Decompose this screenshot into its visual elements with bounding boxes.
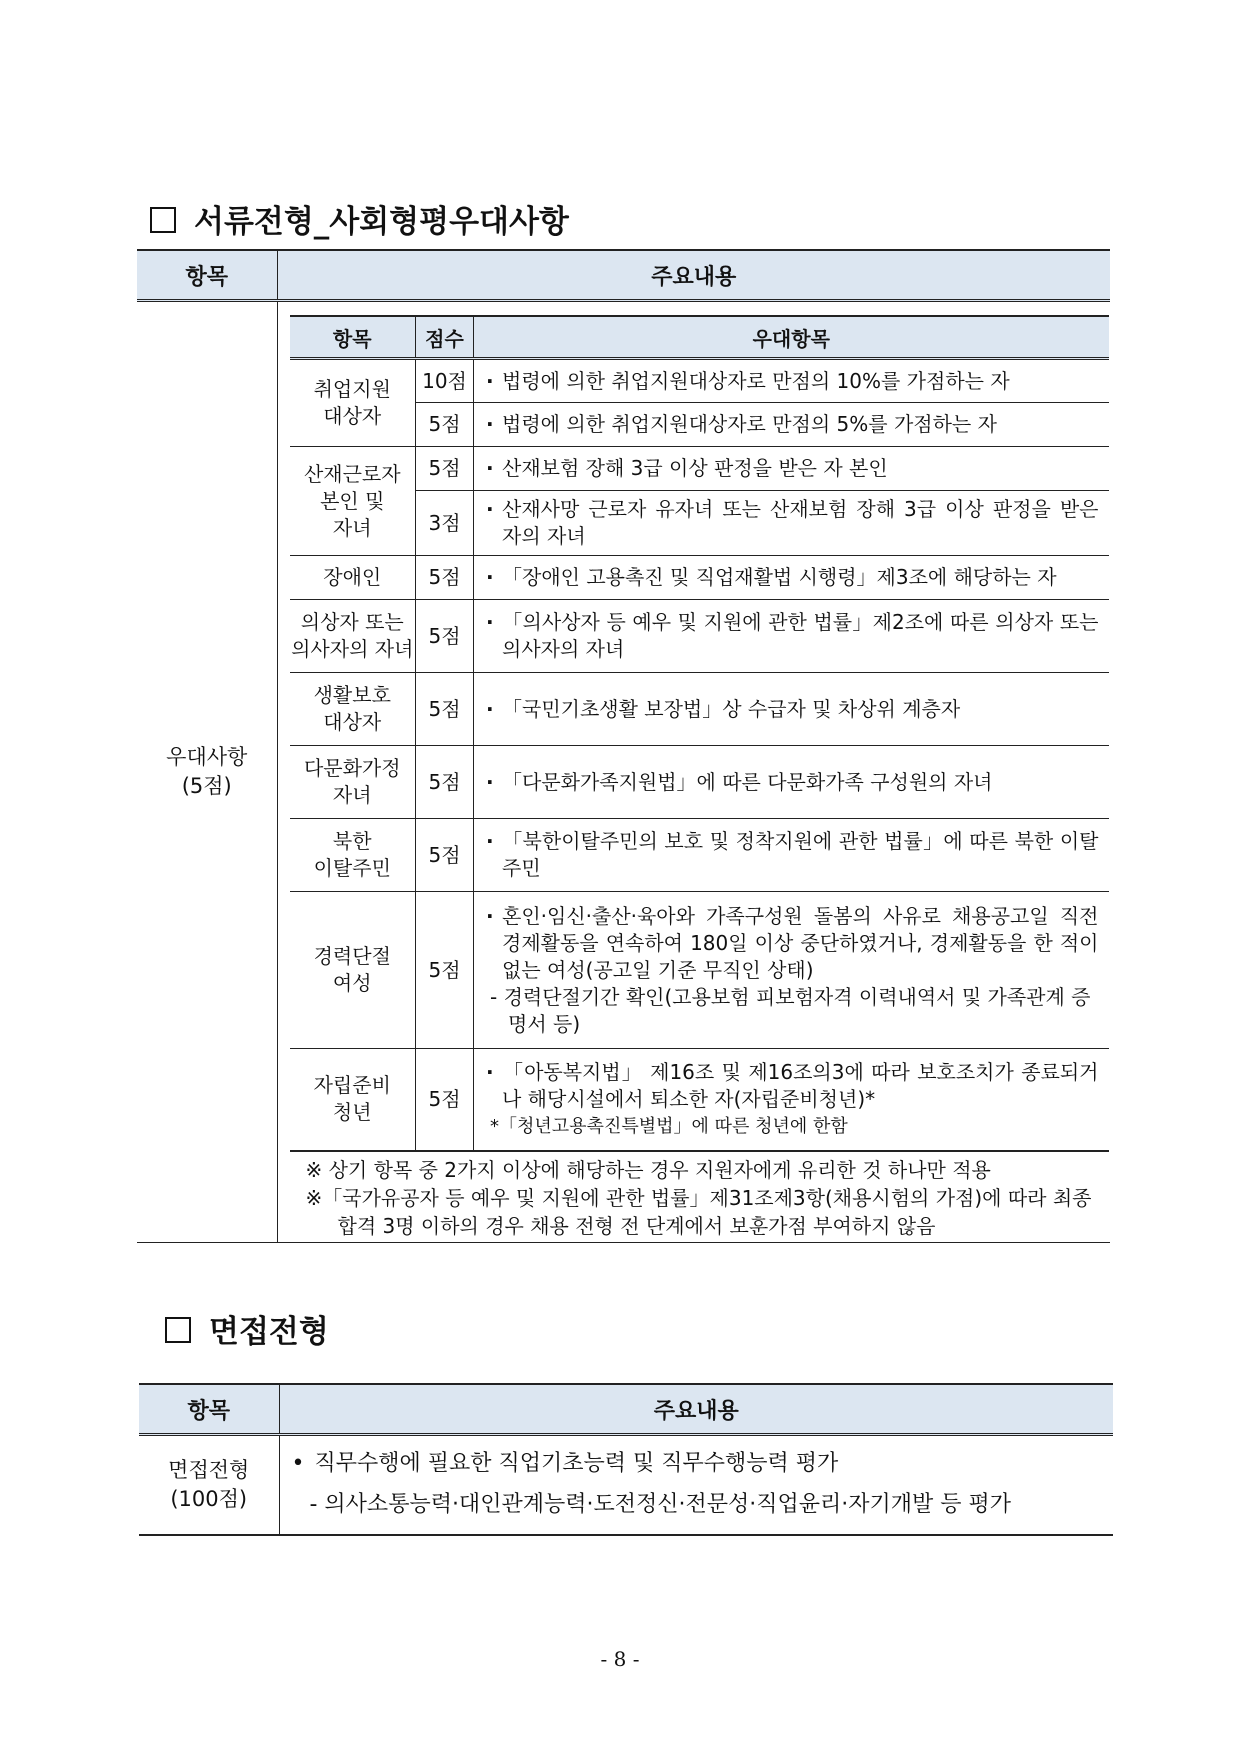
table-row: [290, 1049, 1109, 1151]
points-cell: 5점: [416, 673, 474, 746]
category-industrial-accident: 산재근로자 본인 및 자녀: [290, 447, 416, 556]
description-cell: · 법령에 의한 취업지원대상자로 만점의 10%를 가점하는 자: [474, 359, 1109, 403]
notes: [306, 1156, 1108, 1240]
note: ※ 상기 항목 중 2가지 이상에 해당하는 경우 지원자에게 유리한 것 하나만 적용: [305, 1157, 991, 1182]
section1-title: 서류전형_사회형평우대사항: [150, 196, 569, 241]
table-row: [290, 556, 1109, 600]
description-cell: · 「장애인 고용촉진 및 직업재활법 시행령」제3조에 해당하는 자: [474, 556, 1109, 600]
table-row: [290, 746, 1109, 819]
preference-items-table: [290, 315, 1109, 1152]
preference-table: [137, 249, 1110, 1243]
points-cell: 5점: [416, 746, 474, 819]
description-cell: · 산재보험 장해 3급 이상 판정을 받은 자 본인: [474, 447, 1109, 491]
table-row: [290, 600, 1109, 673]
points-cell: 10점: [416, 359, 474, 403]
category-career-break-women: 경력단절 여성: [290, 892, 416, 1049]
header-content: 주요내용: [279, 1384, 1113, 1435]
description-cell: · 혼인·임신·출산·육아와 가족구성원 돌봄의 사유로 채용공고일 직전 경제활동을 연속하여 180일 이상 중단하였거나, 경제활동을 한 적이 없는 여성(공고일 기준 무직인 상태) - 경력단절기간 확인(고용보험 피보험자격 이력내역서 및 가족관계 증명서 등): [474, 892, 1109, 1049]
page-number: - 8 -: [600, 1647, 640, 1671]
note: ※「국가유공자 등 예우 및 지원에 관한 법률」제31조제3항(채용시험의 가점)에 따라 최종합격 3명 이하의 경우 채용 전형 전 단계에서 보훈가점 부여하지 않음: [305, 1185, 1092, 1238]
description-cell: · 법령에 의한 취업지원대상자로 만점의 5%를 가점하는 자: [474, 403, 1109, 447]
category-livelihood-protection: 생활보호 대상자: [290, 673, 416, 746]
preference-label: 우대사항 (5점): [137, 301, 277, 1243]
category-north-korean-defector: 북한 이탈주민: [290, 819, 416, 892]
inner-header-points: 점수: [416, 316, 474, 359]
description-cell: · 「아동복지법」 제16조 및 제16조의3에 따라 보호조치가 종료되거나 해당시설에서 퇴소한 자(자립준비청년)* *「청년고용촉진특별법」에 따른 청년에 한함: [474, 1049, 1109, 1151]
points-cell: 5점: [416, 819, 474, 892]
header-item: 항목: [137, 250, 277, 301]
header-item: 항목: [139, 1384, 279, 1435]
checkbox-square-icon: [150, 207, 176, 233]
category-multicultural-family: 다문화가정 자녀: [290, 746, 416, 819]
interview-table: [139, 1383, 1113, 1536]
points-cell: 5점: [416, 1049, 474, 1151]
inner-header-item: 항목: [290, 316, 416, 359]
points-cell: 5점: [416, 447, 474, 491]
interview-label: 면접전형 (100점): [139, 1435, 279, 1536]
header-content: 주요내용: [277, 250, 1110, 301]
category-injured-person: 의상자 또는 의사자의 자녀: [290, 600, 416, 673]
inner-header-preference: 우대항목: [474, 316, 1109, 359]
description-cell: · 「의사상자 등 예우 및 지원에 관한 법률」제2조에 따른 의상자 또는 의사자의 자녀: [474, 600, 1109, 673]
table-row: [290, 359, 1109, 403]
interview-content: • 직무수행에 필요한 직업기초능력 및 직무수행능력 평가 - 의사소통능력·대인관계능력·도전정신·전문성·직업윤리·자기개발 등 평가: [279, 1435, 1113, 1536]
category-youth-self-reliance: 자립준비 청년: [290, 1049, 416, 1151]
category-employment-support: 취업지원 대상자: [290, 359, 416, 447]
table-row: [290, 892, 1109, 1049]
description-cell: · 산재사망 근로자 유자녀 또는 산재보험 장해 3급 이상 판정을 받은 자의 자녀: [474, 491, 1109, 556]
points-cell: 3점: [416, 491, 474, 556]
points-cell: 5점: [416, 892, 474, 1049]
description-cell: · 「다문화가족지원법」에 따른 다문화가족 구성원의 자녀: [474, 746, 1109, 819]
checkbox-square-icon: [165, 1317, 191, 1343]
table-row: [290, 447, 1109, 491]
table-row: [290, 673, 1109, 746]
points-cell: 5점: [416, 600, 474, 673]
section2-title: 면접전형: [165, 1306, 329, 1351]
category-disabled: 장애인: [290, 556, 416, 600]
description-cell: · 「북한이탈주민의 보호 및 정착지원에 관한 법률」에 따른 북한 이탈주민: [474, 819, 1109, 892]
table-row: [290, 819, 1109, 892]
points-cell: 5점: [416, 556, 474, 600]
description-cell: · 「국민기초생활 보장법」상 수급자 및 차상위 계층자: [474, 673, 1109, 746]
points-cell: 5점: [416, 403, 474, 447]
